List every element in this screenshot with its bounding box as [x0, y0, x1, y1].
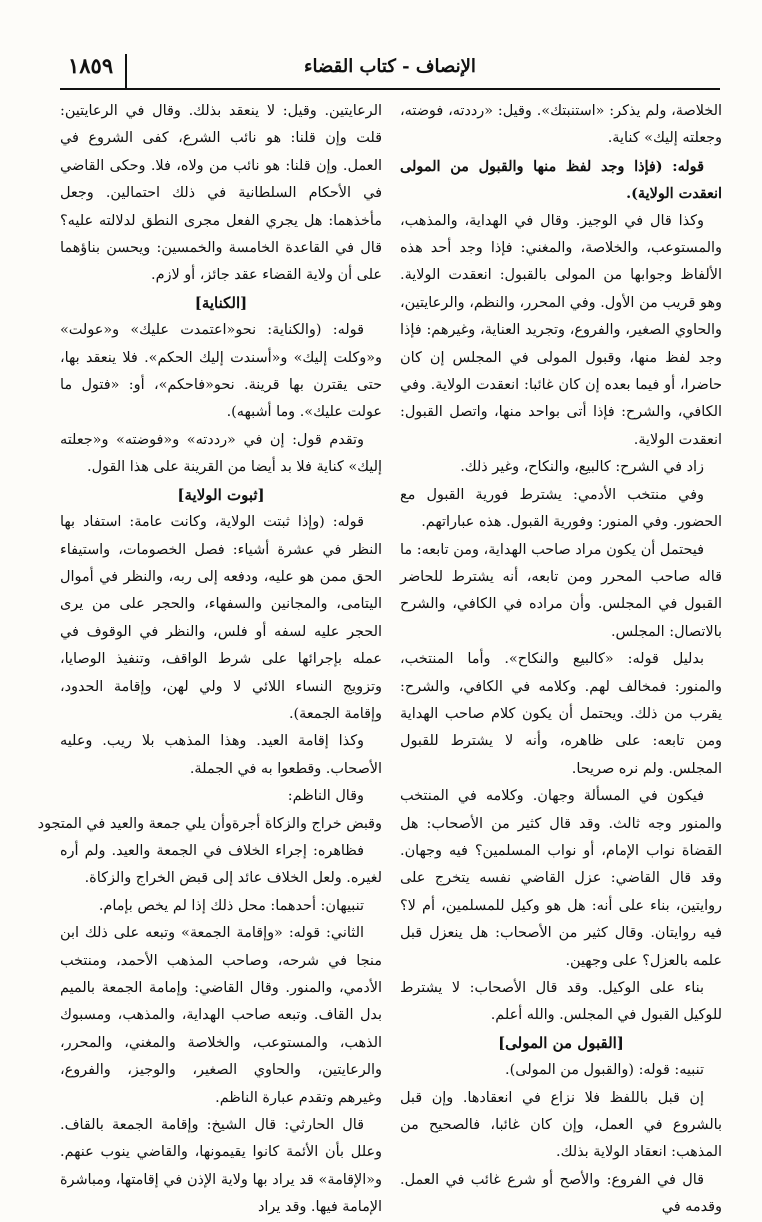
- paragraph: فيكون في المسألة وجهان. وكلامه في المنتخب والمنور وجه ثالث. وقد قال كثير من الأصحاب: هل القضاة نواب الإمام، أو نواب المسلمين؟ فيه وجهان. وقد قال القاضي: عزل القاضي نفسه يتخرج على روايتين، بناء على أنه: هل هو وكيل للمسلمين، أم لا؟ فيه روايتان. وقال كثير من الأصحاب: هل ينعزل قبل علمه بالعزل؟ على وجهين.: [400, 788, 722, 969]
- paragraph: وتقدم قول: إن في «رددته» و«فوضته» و«جعلته إليك» كناية فلا بد أيضا من القرينة على هذا القول.: [60, 431, 382, 476]
- paragraph: وقال الناظم:: [287, 788, 364, 805]
- paragraph: فظاهره: إجراء الخلاف في الجمعة والعيد. ولم أره لغيره. ولعل الخلاف عائد إلى قبض الخراج والزكاة.: [60, 842, 382, 887]
- running-title: الإنصاف - كتاب القضاء: [304, 56, 476, 77]
- paragraph: زاد في الشرح: كالبيع، والنكاح، وغير ذلك.: [460, 459, 704, 476]
- paragraph: قوله: (وإذا ثبتت الولاية، وكانت عامة: استفاد بها النظر في عشرة أشياء: فصل الخصومات، واستيفاء الحق ممن هو عليه، ودفعه إلى ربه، والنظر في أموال اليتامى، والمجانين والسفهاء، والحجر على من يرى الحجر عليه لسفه أو فلس، والنظر في الوقوف في عمله بإجرائها على شرط الواقف، وتنفيذ الوصايا، وتزويج النساء اللائي لا ولي لهن، وإقامة الحدود، وإقامة الجمعة).: [60, 514, 382, 722]
- paragraph: الرعايتين. وقيل: لا ينعقد بذلك. وقال في الرعايتين: قلت وإن قلنا: هو نائب الشرع، كفى الشروع في العمل. وإن قلنا: هو نائب من ولاه، فلا. وحكى القاضي في الأحكام السلطانية في ذلك احتمالين. وجعل مأخذهما: هل يجري الفعل مجرى النطق لدلالته عليه؟ قال في القاعدة الخامسة والخمسين: ويحسن بناؤهما على أن ولاية القضاء عقد جائز، أو لازم.: [60, 103, 382, 284]
- section-title: [ثبوت الولاية]: [177, 485, 265, 504]
- paragraph: وكذا قال في الوجيز. وقال في الهداية، والمذهب، والمستوعب، والخلاصة، والمغني: فإذا وجد أحد هذه الألفاظ وجوابها من المولى بالقبول: انعقدت الولاية. وهو قريب من الأول. وفي المحرر، والنظم، والرعايتين، والحاوي الصغير، والفروع، وتجريد العناية، وغيرهم: فإذا وجد لفظ منها، وقبول المولى في المجلس إن كان حاضرا، أو فيما بعده إن كان غائبا: انعقدت الولاية. وفي الكافي، والشرح: فإذا أتى بواحد منها، واتصل القبول: انعقدت الولاية.: [400, 212, 722, 448]
- paragraph: بناء على الوكيل. وقد قال الأصحاب: لا يشترط للوكيل القبول في المجلس. والله أعلم.: [400, 980, 722, 1024]
- paragraph: تنبيه: قوله: (والقبول من المولى).: [505, 1062, 704, 1079]
- paragraph: بدليل قوله: «كالبيع والنكاح». وأما المنتخب، والمنور: فمخالف لهم. وكلامه في الكافي، والشرح: يقرب من ذلك. ويحتمل أن يكون كلام صاحب الهداية ومن تابعه: على ظاهره، وأنه لا يشترط للقبول المجلس. ولم نره صريحا.: [400, 651, 722, 777]
- verse-left-hemistich: وأن يلي جمعة والعيد في المتجود: [37, 815, 232, 832]
- paragraph: قال الحارثي: قال الشيخ: وإقامة الجمعة بالقاف. وعلل بأن الأئمة كانوا يقيمونها، والقاضي ينوب عنهم. و«الإقامة» قد يراد بها ولاية الإذن في إقامتها، ومباشرة الإمامة فيها. وقد يراد: [60, 1117, 382, 1216]
- paragraph: الخلاصة، ولم يذكر: «استنبتك». وقيل: «رددته، فوضته، وجعلته إليك» كناية.: [400, 103, 722, 147]
- paragraph: فيحتمل أن يكون مراد صاحب الهداية، ومن تابعه: ما قاله صاحب المحرر ومن تابعه، أنه يشترط للحاضر القبول في المجلس. وأن مراده في الكافي، والشرح بالاتصال: المجلس.: [400, 541, 722, 640]
- section-title: [الكناية]: [194, 293, 248, 312]
- paragraph: إن قبل باللفظ فلا نزاع في انعقادها. وإن قبل بالشروع في العمل، وإن كان غائبا، فالصحيح من المذهب: انعقاد الولاية بذلك.: [400, 1089, 722, 1161]
- page-header: [60, 46, 720, 90]
- verse-right-hemistich: وقبض خراج والزكاة أجرة: [231, 815, 382, 832]
- page-number: ١٨٥٩: [68, 54, 127, 88]
- left-column: [37, 98, 382, 1216]
- paragraph: وكذا إقامة العيد. وهذا المذهب بلا ريب. وعليه الأصحاب. وقطعوا به في الجملة.: [60, 733, 382, 777]
- paragraph: قوله: (فإذا وجد لفظ منها والقبول من المولى انعقدت الولاية).: [400, 157, 722, 203]
- poem-verse: [37, 811, 382, 838]
- paragraph: قوله: (والكناية: نحو«اعتمدت عليك» و«عولت» و«وكلت إليك» و«أسندت إليك الحكم». فلا ينعقد بها، حتى يقترن بها قرينة. نحو«فاحكم»، أو: «فتول ما عولت عليك». وما أشبهه).: [60, 322, 382, 421]
- paragraph: قال في الفروع: والأصح أو شرع غائب في العمل. وقدمه في: [400, 1171, 722, 1216]
- section-title: [القبول من المولى]: [498, 1033, 624, 1052]
- right-column: [400, 98, 722, 1216]
- paragraph: الثاني: قوله: «وإقامة الجمعة» وتبعه على ذلك ابن منجا في شرحه، وصاحب المذهب الأحمد، ومنتخب الأدمي، والمنور. وقال القاضي: وإمامة الجمعة بالميم بدل القاف. وتبعه صاحب الهداية، والمذهب، ومسبوك الذهب، والمستوعب، والخلاصة والمغني، والمحرر، والرعايتين، والحاوي الصغير، والوجيز، والفروع، وغيرهم وتقدم عبارة الناظم.: [60, 925, 382, 1106]
- paragraph: تنبيهان: أحدهما: محل ذلك إذا لم يخص بإمام.: [98, 897, 364, 914]
- paragraph: وفي منتخب الأدمي: يشترط فورية القبول مع الحضور. وفي المنور: وفورية القبول. هذه عباراتهم.: [400, 486, 722, 531]
